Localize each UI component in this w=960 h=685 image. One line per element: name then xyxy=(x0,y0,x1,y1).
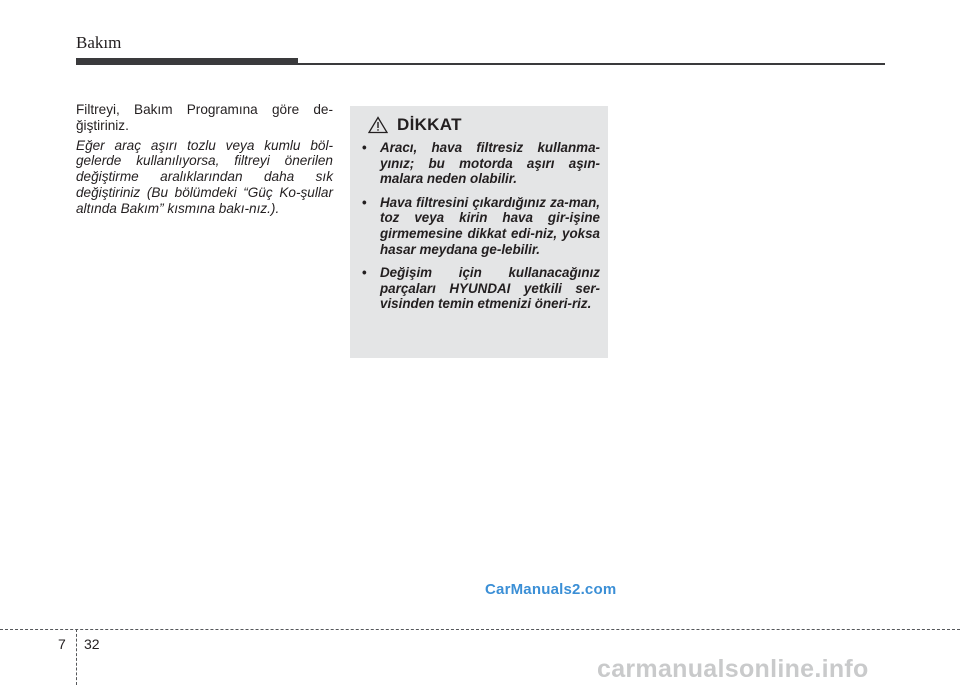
header-rule xyxy=(298,63,885,65)
warning-item: • Aracı, hava filtresiz kullanma-yınız; bu motorda aşırı aşın-malara neden olabilir. xyxy=(362,140,600,187)
footer-vertical-rule xyxy=(76,629,77,685)
left-column xyxy=(76,102,333,221)
page-header-title: Bakım xyxy=(76,33,122,52)
intro-paragraph: Filtreyi, Bakım Programına göre de-ğiştiriniz. xyxy=(76,102,333,133)
warning-triangle-icon xyxy=(368,116,388,134)
warning-header xyxy=(368,114,600,136)
footer-dashed-rule xyxy=(0,629,960,630)
warning-list xyxy=(358,140,600,312)
chapter-number: 7 xyxy=(58,636,66,652)
page-number: 32 xyxy=(84,636,100,652)
warning-title: DİKKAT xyxy=(397,115,462,134)
header-accent-bar xyxy=(76,58,298,65)
note-paragraph: Eğer araç aşırı tozlu veya kumlu böl-gelerde kullanılıyorsa, filtreyi önerilen değiştirme aralıklarından daha sık değiştiriniz (Bu bölümdeki “Güç Ko-şullar altında Bakım” kısmına bakı-nız.). xyxy=(76,137,333,216)
warning-item: • Hava filtresini çıkardığınız za-man, toz veya kirin hava gir-işine girmemesine dikkat edi-niz, yoksa hasar meydana ge-lebilir. xyxy=(362,194,600,257)
site-watermark[interactable]: carmanualsonline.info xyxy=(597,655,869,683)
warning-item: • Değişim için kullanacağınız parçaları HYUNDAI yetkili ser-visinden temin etmenizi öneri-riz. xyxy=(362,265,600,312)
carmanuals-watermark[interactable]: CarManuals2.com xyxy=(485,581,617,598)
warning-box xyxy=(350,106,608,358)
